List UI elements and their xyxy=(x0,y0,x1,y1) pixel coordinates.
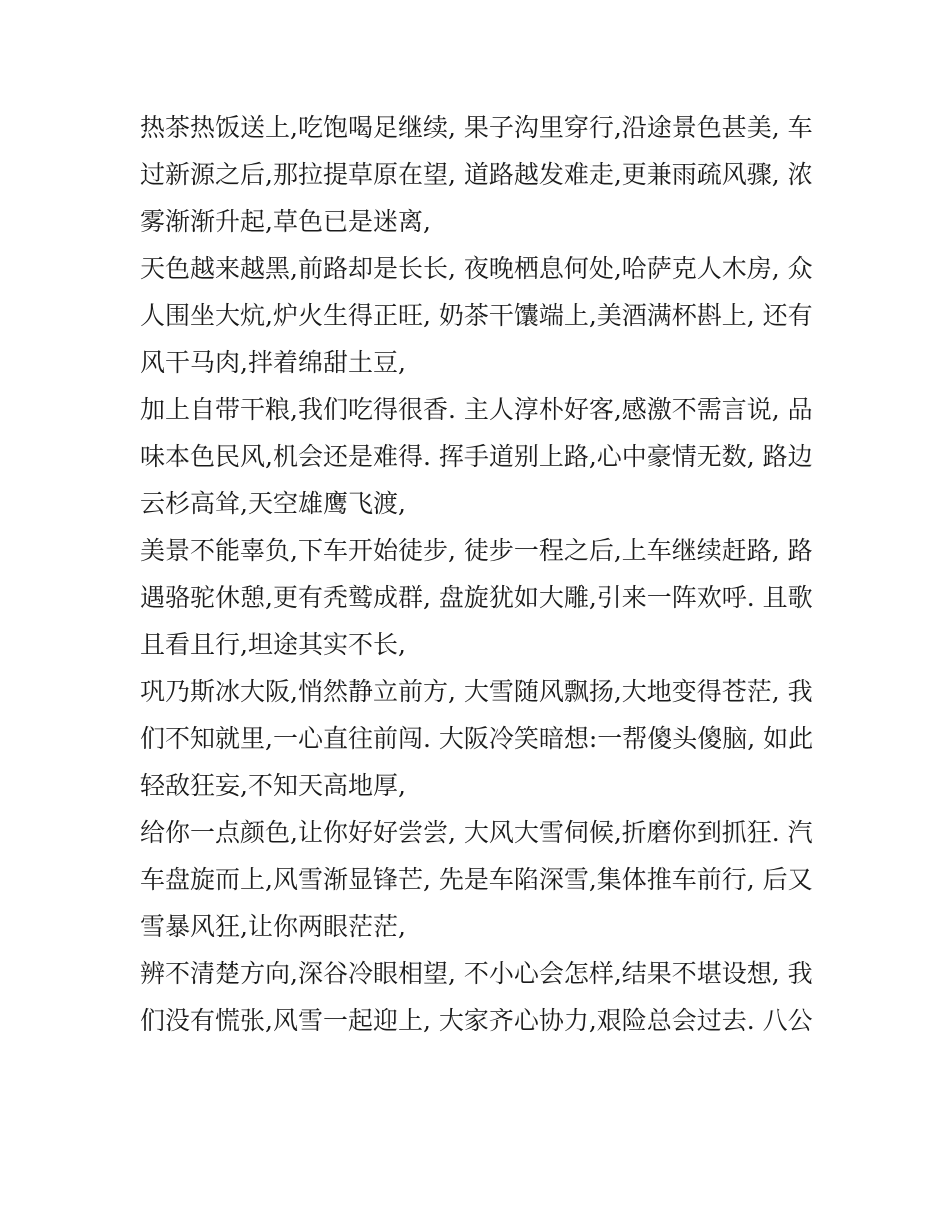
paragraph-1 xyxy=(140,104,813,245)
text-line: 雾渐渐升起,草色已是迷离, xyxy=(140,207,431,236)
paragraph-3 xyxy=(140,386,813,527)
text-line: 天色越来越黑,前路却是长长, 夜晚栖息何处,哈萨克人木房, 众 xyxy=(140,254,813,283)
text-line: 们不知就里,一心直往前闯. 大阪冷笑暗想:一帮傻头傻脑, 如此 xyxy=(140,724,814,753)
text-line: 美景不能辜负,下车开始徒步, 徒步一程之后,上车继续赶路, 路 xyxy=(140,536,813,565)
paragraph-7 xyxy=(140,950,813,1044)
text-line: 风干马肉,拌着绵甜土豆, xyxy=(140,348,406,377)
text-line: 热茶热饭送上,吃饱喝足继续, 果子沟里穿行,沿途景色甚美, 车 xyxy=(140,113,813,142)
text-line: 们没有慌张,风雪一起迎上, 大家齐心协力,艰险总会过去. 八公 xyxy=(140,1006,813,1035)
text-line: 加上自带干粮,我们吃得很香. 主人淳朴好客,感激不需言说, 品 xyxy=(140,395,813,424)
text-line: 人围坐大炕,炉火生得正旺, 奶茶干馕端上,美酒满杯斟上, 还有 xyxy=(140,301,813,330)
paragraph-4 xyxy=(140,527,813,668)
text-line: 给你一点颜色,让你好好尝尝, 大风大雪伺候,折磨你到抓狂. 汽 xyxy=(140,818,813,847)
text-line: 遇骆驼休憩,更有秃鹫成群, 盘旋犹如大雕,引来一阵欢呼. 且歌 xyxy=(140,583,813,612)
text-line: 云杉高耸,天空雄鹰飞渡, xyxy=(140,489,406,518)
text-line: 车盘旋而上,风雪渐显锋芒, 先是车陷深雪,集体推车前行, 后又 xyxy=(140,865,813,894)
text-line: 巩乃斯冰大阪,悄然静立前方, 大雪随风飘扬,大地变得苍茫, 我 xyxy=(140,677,813,706)
text-line: 且看且行,坦途其实不长, xyxy=(140,630,406,659)
paragraph-6 xyxy=(140,809,813,950)
text-line: 过新源之后,那拉提草原在望, 道路越发难走,更兼雨疏风骤, 浓 xyxy=(140,160,813,189)
text-line: 雪暴风狂,让你两眼茫茫, xyxy=(140,912,406,941)
text-line: 轻敌狂妄,不知天高地厚, xyxy=(140,771,406,800)
paragraph-2 xyxy=(140,245,813,386)
text-line: 味本色民风,机会还是难得. 挥手道别上路,心中豪情无数, 路边 xyxy=(140,442,813,471)
text-line: 辨不清楚方向,深谷冷眼相望, 不小心会怎样,结果不堪设想, 我 xyxy=(140,959,813,988)
body-text xyxy=(140,104,814,1044)
paragraph-5 xyxy=(140,668,814,809)
